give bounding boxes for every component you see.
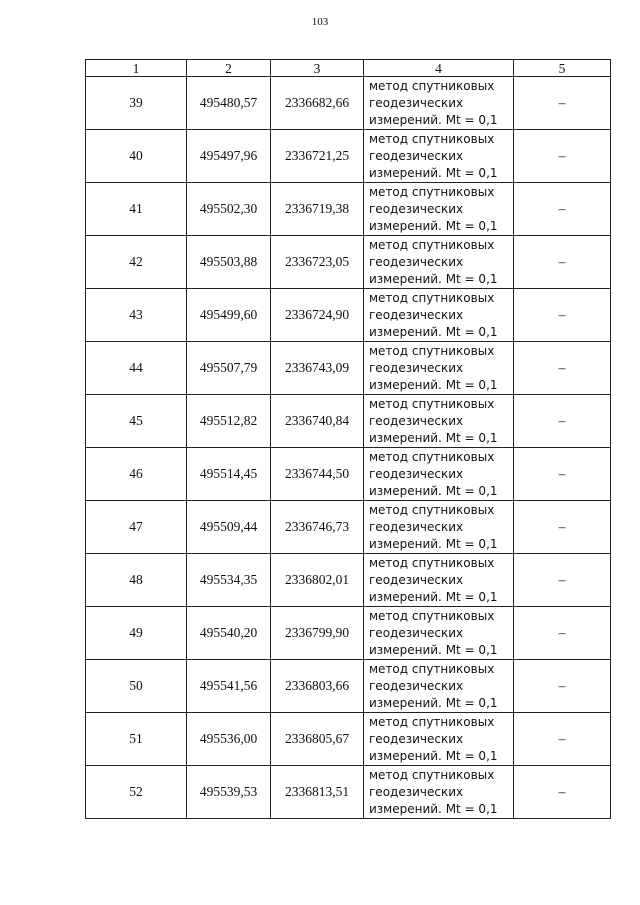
method-line: метод спутниковых (369, 661, 495, 676)
column-header-2: 2 (187, 60, 271, 77)
method-line: метод спутниковых (369, 555, 495, 570)
method-line: геодезических (369, 466, 464, 481)
y-coordinate: 2336744,50 (271, 448, 364, 501)
point-number: 44 (86, 342, 187, 395)
table-row (86, 289, 611, 342)
point-number: 43 (86, 289, 187, 342)
measurement-method (364, 289, 514, 342)
method-line: геодезических (369, 784, 464, 799)
point-number: 50 (86, 660, 187, 713)
method-line: измерений. Mt = 0,1 (369, 324, 498, 339)
point-number: 48 (86, 554, 187, 607)
y-coordinate: 2336721,25 (271, 130, 364, 183)
y-coordinate: 2336724,90 (271, 289, 364, 342)
x-coordinate: 495539,53 (187, 766, 271, 819)
point-number: 51 (86, 713, 187, 766)
note: – (514, 448, 611, 501)
x-coordinate: 495540,20 (187, 607, 271, 660)
method-line: метод спутниковых (369, 608, 495, 623)
note: – (514, 130, 611, 183)
method-line: измерений. Mt = 0,1 (369, 801, 498, 816)
method-line: измерений. Mt = 0,1 (369, 377, 498, 392)
measurement-method (364, 607, 514, 660)
x-coordinate: 495480,57 (187, 77, 271, 130)
y-coordinate: 2336805,67 (271, 713, 364, 766)
point-number: 46 (86, 448, 187, 501)
method-line: геодезических (369, 201, 464, 216)
note: – (514, 554, 611, 607)
method-line: метод спутниковых (369, 767, 495, 782)
method-line: геодезических (369, 148, 464, 163)
y-coordinate: 2336802,01 (271, 554, 364, 607)
measurement-method (364, 448, 514, 501)
measurement-method (364, 395, 514, 448)
point-number: 49 (86, 607, 187, 660)
point-number: 47 (86, 501, 187, 554)
point-number: 39 (86, 77, 187, 130)
point-number: 41 (86, 183, 187, 236)
x-coordinate: 495507,79 (187, 342, 271, 395)
table-row (86, 236, 611, 289)
note: – (514, 766, 611, 819)
x-coordinate: 495499,60 (187, 289, 271, 342)
note: – (514, 395, 611, 448)
method-line: геодезических (369, 572, 464, 587)
method-line: геодезических (369, 413, 464, 428)
x-coordinate: 495503,88 (187, 236, 271, 289)
method-line: геодезических (369, 519, 464, 534)
measurement-method (364, 766, 514, 819)
method-line: метод спутниковых (369, 184, 495, 199)
y-coordinate: 2336813,51 (271, 766, 364, 819)
y-coordinate: 2336723,05 (271, 236, 364, 289)
x-coordinate: 495497,96 (187, 130, 271, 183)
table-row (86, 501, 611, 554)
y-coordinate: 2336746,73 (271, 501, 364, 554)
method-line: метод спутниковых (369, 237, 495, 252)
column-header-4: 4 (364, 60, 514, 77)
measurement-method (364, 236, 514, 289)
column-header-1: 1 (86, 60, 187, 77)
table-row (86, 130, 611, 183)
method-line: геодезических (369, 307, 464, 322)
method-line: измерений. Mt = 0,1 (369, 589, 498, 604)
method-line: измерений. Mt = 0,1 (369, 218, 498, 233)
measurement-method (364, 77, 514, 130)
note: – (514, 183, 611, 236)
method-line: геодезических (369, 95, 464, 110)
x-coordinate: 495514,45 (187, 448, 271, 501)
note: – (514, 236, 611, 289)
method-line: измерений. Mt = 0,1 (369, 165, 498, 180)
table-row (86, 77, 611, 130)
point-number: 45 (86, 395, 187, 448)
measurement-method (364, 130, 514, 183)
point-number: 52 (86, 766, 187, 819)
x-coordinate: 495534,35 (187, 554, 271, 607)
measurement-method (364, 501, 514, 554)
method-line: измерений. Mt = 0,1 (369, 695, 498, 710)
note: – (514, 501, 611, 554)
method-line: измерений. Mt = 0,1 (369, 483, 498, 498)
note: – (514, 77, 611, 130)
column-header-3: 3 (271, 60, 364, 77)
table-row (86, 554, 611, 607)
table-header (86, 60, 611, 77)
table-row (86, 660, 611, 713)
method-line: метод спутниковых (369, 290, 495, 305)
table-body (86, 77, 611, 819)
method-line: метод спутниковых (369, 131, 495, 146)
note: – (514, 342, 611, 395)
method-line: метод спутниковых (369, 343, 495, 358)
table-row (86, 342, 611, 395)
table-row (86, 607, 611, 660)
method-line: геодезических (369, 254, 464, 269)
method-line: измерений. Mt = 0,1 (369, 748, 498, 763)
measurement-method (364, 183, 514, 236)
method-line: метод спутниковых (369, 78, 495, 93)
method-line: измерений. Mt = 0,1 (369, 112, 498, 127)
note: – (514, 713, 611, 766)
measurement-method (364, 554, 514, 607)
method-line: метод спутниковых (369, 449, 495, 464)
coordinates-table (85, 59, 611, 819)
measurement-method (364, 713, 514, 766)
y-coordinate: 2336803,66 (271, 660, 364, 713)
table-row (86, 448, 611, 501)
y-coordinate: 2336682,66 (271, 77, 364, 130)
note: – (514, 289, 611, 342)
method-line: измерений. Mt = 0,1 (369, 430, 498, 445)
y-coordinate: 2336740,84 (271, 395, 364, 448)
method-line: измерений. Mt = 0,1 (369, 536, 498, 551)
table-row (86, 183, 611, 236)
column-header-5: 5 (514, 60, 611, 77)
method-line: измерений. Mt = 0,1 (369, 642, 498, 657)
method-line: геодезических (369, 360, 464, 375)
x-coordinate: 495509,44 (187, 501, 271, 554)
method-line: геодезических (369, 625, 464, 640)
y-coordinate: 2336799,90 (271, 607, 364, 660)
method-line: метод спутниковых (369, 502, 495, 517)
page-number: 103 (311, 16, 329, 28)
point-number: 40 (86, 130, 187, 183)
x-coordinate: 495512,82 (187, 395, 271, 448)
method-line: измерений. Mt = 0,1 (369, 271, 498, 286)
x-coordinate: 495502,30 (187, 183, 271, 236)
method-line: геодезических (369, 678, 464, 693)
table-row (86, 395, 611, 448)
method-line: геодезических (369, 731, 464, 746)
table-row (86, 713, 611, 766)
note: – (514, 607, 611, 660)
table-row (86, 766, 611, 819)
method-line: метод спутниковых (369, 714, 495, 729)
y-coordinate: 2336743,09 (271, 342, 364, 395)
point-number: 42 (86, 236, 187, 289)
header-row (86, 60, 611, 77)
y-coordinate: 2336719,38 (271, 183, 364, 236)
measurement-method (364, 660, 514, 713)
method-line: метод спутниковых (369, 396, 495, 411)
measurement-method (364, 342, 514, 395)
x-coordinate: 495541,56 (187, 660, 271, 713)
note: – (514, 660, 611, 713)
x-coordinate: 495536,00 (187, 713, 271, 766)
